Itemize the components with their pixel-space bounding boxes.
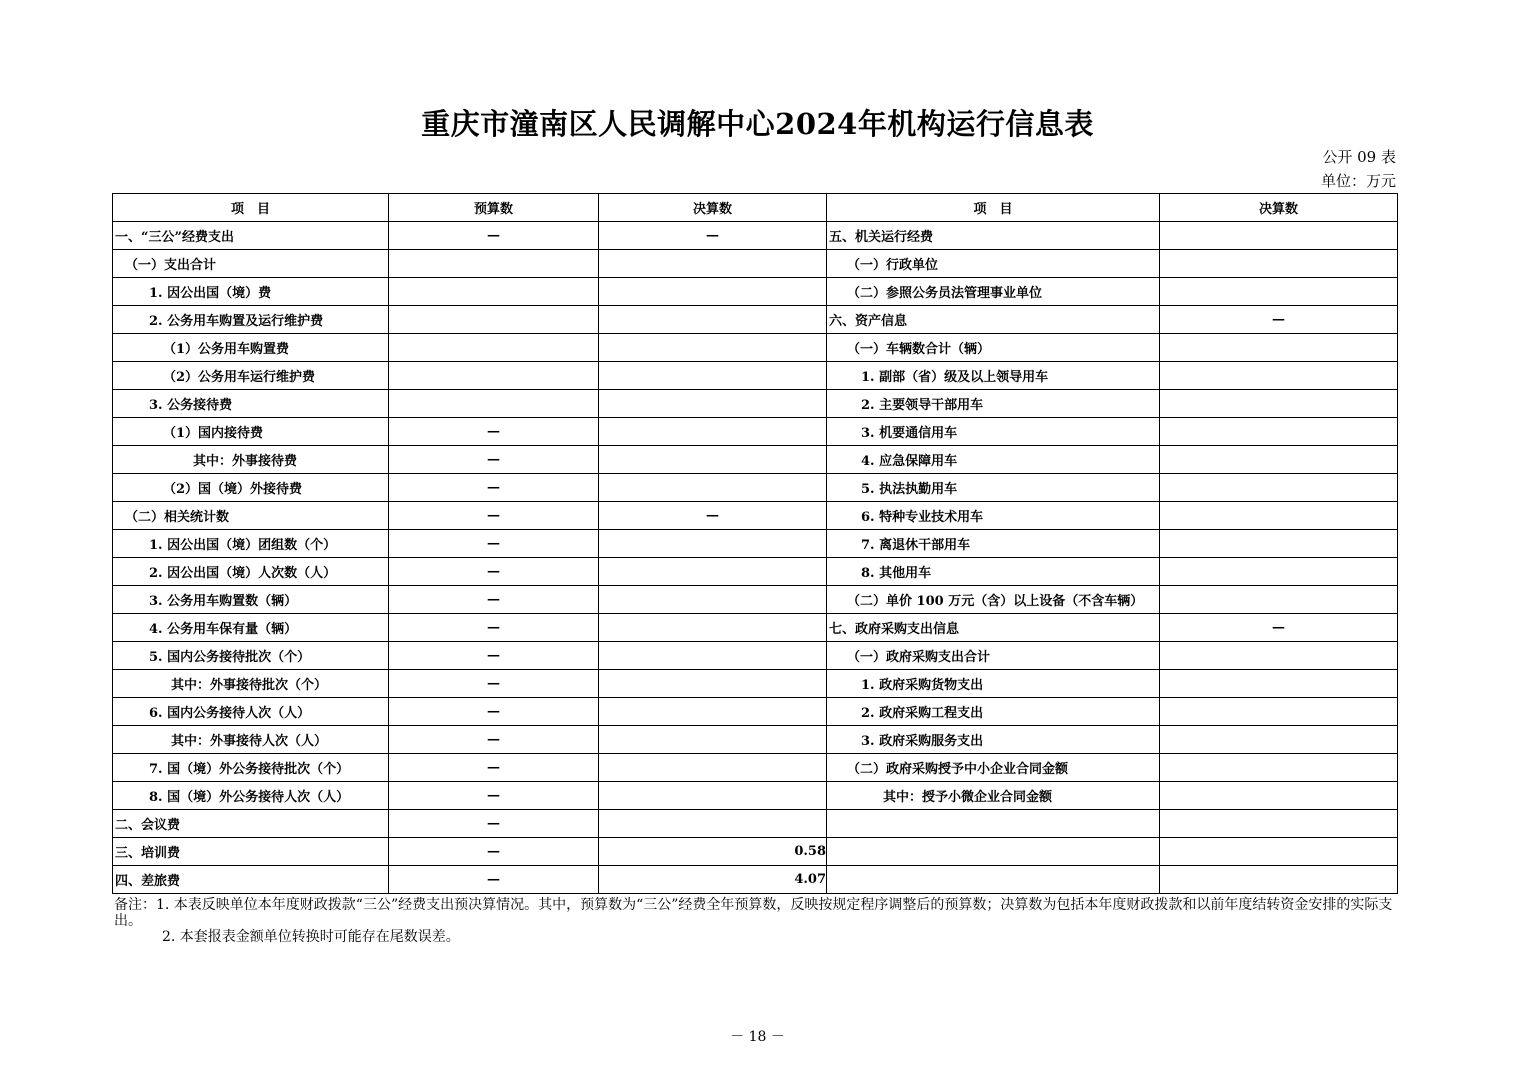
table-row xyxy=(113,362,1398,390)
row-item-left: 其中：外事接待人次（人） xyxy=(113,726,389,754)
row-item-left: 1. 因公出国（境）团组数（个） xyxy=(113,530,389,558)
row-budget: — xyxy=(389,446,599,474)
row-final-right xyxy=(1160,838,1398,866)
table-row xyxy=(113,390,1398,418)
row-budget: — xyxy=(389,530,599,558)
row-final xyxy=(599,306,827,334)
row-item-right: 3. 政府采购服务支出 xyxy=(827,726,1160,754)
table-body xyxy=(113,222,1398,894)
row-final-right xyxy=(1160,670,1398,698)
row-final: 4.07 xyxy=(599,866,827,894)
row-item-right: 七、政府采购支出信息 xyxy=(827,614,1160,642)
row-final xyxy=(599,698,827,726)
row-item-right: 六、资产信息 xyxy=(827,306,1160,334)
row-item-right: （一）行政单位 xyxy=(827,250,1160,278)
row-budget: — xyxy=(389,866,599,894)
row-item-left: 3. 公务用车购置数（辆） xyxy=(113,586,389,614)
row-item-right: 5. 执法执勤用车 xyxy=(827,474,1160,502)
table-code: 公开 09 表 xyxy=(1322,148,1396,166)
table-row xyxy=(113,698,1398,726)
row-final xyxy=(599,810,827,838)
row-budget: — xyxy=(389,614,599,642)
row-item-right: （二）单价 100 万元（含）以上设备（不含车辆） xyxy=(827,586,1160,614)
row-final-right xyxy=(1160,810,1398,838)
row-item-right xyxy=(827,866,1160,894)
row-final xyxy=(599,782,827,810)
row-item-left: （2）国（境）外接待费 xyxy=(113,474,389,502)
note-1: 备注：1. 本表反映单位本年度财政拨款“三公”经费支出预决算情况。其中，预算数为“三公”经费全年预算数，反映按规定程序调整后的预算数；决算数为包括本年度财政拨款和以前年度结转资金安排的实际支出。 xyxy=(114,897,1393,929)
row-budget xyxy=(389,362,599,390)
row-item-left: 8. 国（境）外公务接待人次（人） xyxy=(113,782,389,810)
row-final xyxy=(599,362,827,390)
row-budget xyxy=(389,306,599,334)
row-item-right: 8. 其他用车 xyxy=(827,558,1160,586)
row-item-right: （二）参照公务员法管理事业单位 xyxy=(827,278,1160,306)
row-budget: — xyxy=(389,810,599,838)
row-final-right xyxy=(1160,474,1398,502)
row-item-left: 3. 公务接待费 xyxy=(113,390,389,418)
row-final xyxy=(599,446,827,474)
row-final-right xyxy=(1160,222,1398,250)
table-row xyxy=(113,530,1398,558)
row-item-right xyxy=(827,810,1160,838)
header-final: 决算数 xyxy=(599,194,827,222)
operation-info-table xyxy=(112,193,1398,894)
row-final-right xyxy=(1160,390,1398,418)
row-item-left: 4. 公务用车保有量（辆） xyxy=(113,614,389,642)
row-item-left: 二、会议费 xyxy=(113,810,389,838)
row-final xyxy=(599,754,827,782)
table-row xyxy=(113,418,1398,446)
row-final: — xyxy=(599,502,827,530)
row-final xyxy=(599,726,827,754)
row-item-right xyxy=(827,838,1160,866)
row-final xyxy=(599,558,827,586)
row-final-right xyxy=(1160,586,1398,614)
row-item-left: 其中：外事接待费 xyxy=(113,446,389,474)
row-final xyxy=(599,250,827,278)
table-row xyxy=(113,250,1398,278)
row-final xyxy=(599,586,827,614)
row-final xyxy=(599,474,827,502)
row-item-left: （1）公务用车购置费 xyxy=(113,334,389,362)
header-final-right: 决算数 xyxy=(1160,194,1398,222)
row-item-right: 6. 特种专业技术用车 xyxy=(827,502,1160,530)
row-item-right: 其中：授予小微企业合同金额 xyxy=(827,782,1160,810)
table-row xyxy=(113,474,1398,502)
row-final-right xyxy=(1160,250,1398,278)
row-final-right: — xyxy=(1160,306,1398,334)
row-item-right: （一）政府采购支出合计 xyxy=(827,642,1160,670)
row-item-left: （一）支出合计 xyxy=(113,250,389,278)
row-item-left: 1. 因公出国（境）费 xyxy=(113,278,389,306)
table-row xyxy=(113,782,1398,810)
row-final-right xyxy=(1160,782,1398,810)
row-budget: — xyxy=(389,754,599,782)
row-budget xyxy=(389,334,599,362)
row-budget: — xyxy=(389,782,599,810)
table-row xyxy=(113,306,1398,334)
row-item-right: 4. 应急保障用车 xyxy=(827,446,1160,474)
row-final xyxy=(599,530,827,558)
unit-label: 单位：万元 xyxy=(1320,172,1396,190)
table-row xyxy=(113,278,1398,306)
row-final xyxy=(599,418,827,446)
row-final-right xyxy=(1160,446,1398,474)
table-row xyxy=(113,446,1398,474)
row-budget: — xyxy=(389,838,599,866)
row-item-right: 7. 离退休干部用车 xyxy=(827,530,1160,558)
table-row xyxy=(113,838,1398,866)
page-number: － 18 － xyxy=(730,1029,785,1045)
row-budget xyxy=(389,390,599,418)
row-item-left: （二）相关统计数 xyxy=(113,502,389,530)
table-row xyxy=(113,334,1398,362)
row-final xyxy=(599,390,827,418)
row-item-left: 三、培训费 xyxy=(113,838,389,866)
row-item-left: 四、差旅费 xyxy=(113,866,389,894)
row-budget xyxy=(389,250,599,278)
row-final-right xyxy=(1160,418,1398,446)
row-final: — xyxy=(599,222,827,250)
page-title: 重庆市潼南区人民调解中心2024年机构运行信息表 xyxy=(421,107,1094,141)
row-final-right xyxy=(1160,698,1398,726)
table-header-row xyxy=(113,194,1398,222)
row-budget: — xyxy=(389,670,599,698)
row-final xyxy=(599,670,827,698)
row-budget: — xyxy=(389,502,599,530)
row-item-left: 一、“三公”经费支出 xyxy=(113,222,389,250)
table-row xyxy=(113,754,1398,782)
note-2: 2. 本套报表金额单位转换时可能存在尾数误差。 xyxy=(162,929,460,945)
table-row xyxy=(113,614,1398,642)
row-item-right: 3. 机要通信用车 xyxy=(827,418,1160,446)
row-item-right: （一）车辆数合计（辆） xyxy=(827,334,1160,362)
table-row xyxy=(113,586,1398,614)
row-item-left: 其中：外事接待批次（个） xyxy=(113,670,389,698)
row-final xyxy=(599,642,827,670)
row-item-left: 6. 国内公务接待人次（人） xyxy=(113,698,389,726)
row-final xyxy=(599,614,827,642)
notes xyxy=(114,897,1399,945)
table-row xyxy=(113,222,1398,250)
row-budget: — xyxy=(389,586,599,614)
row-final-right xyxy=(1160,278,1398,306)
table-row xyxy=(113,726,1398,754)
row-final-right xyxy=(1160,726,1398,754)
header-item-right: 项 目 xyxy=(827,194,1160,222)
row-final-right xyxy=(1160,558,1398,586)
row-item-right: 五、机关运行经费 xyxy=(827,222,1160,250)
row-item-left: 5. 国内公务接待批次（个） xyxy=(113,642,389,670)
row-final-right xyxy=(1160,502,1398,530)
row-budget: — xyxy=(389,642,599,670)
row-budget: — xyxy=(389,222,599,250)
table-row xyxy=(113,670,1398,698)
row-item-right: 2. 主要领导干部用车 xyxy=(827,390,1160,418)
row-item-left: 2. 因公出国（境）人次数（人） xyxy=(113,558,389,586)
row-final-right: — xyxy=(1160,614,1398,642)
table-row xyxy=(113,558,1398,586)
row-item-left: （1）国内接待费 xyxy=(113,418,389,446)
row-final xyxy=(599,278,827,306)
row-item-right: 2. 政府采购工程支出 xyxy=(827,698,1160,726)
header-item: 项 目 xyxy=(113,194,389,222)
row-item-right: 1. 政府采购货物支出 xyxy=(827,670,1160,698)
row-item-left: 7. 国（境）外公务接待批次（个） xyxy=(113,754,389,782)
table-row xyxy=(113,502,1398,530)
table-row xyxy=(113,866,1398,894)
table-row xyxy=(113,810,1398,838)
row-final: 0.58 xyxy=(599,838,827,866)
row-final-right xyxy=(1160,530,1398,558)
row-final-right xyxy=(1160,334,1398,362)
row-item-right: 1. 副部（省）级及以上领导用车 xyxy=(827,362,1160,390)
row-budget: — xyxy=(389,418,599,446)
header-budget: 预算数 xyxy=(389,194,599,222)
row-final-right xyxy=(1160,642,1398,670)
row-final-right xyxy=(1160,754,1398,782)
row-item-right: （二）政府采购授予中小企业合同金额 xyxy=(827,754,1160,782)
row-item-left: （2）公务用车运行维护费 xyxy=(113,362,389,390)
row-budget xyxy=(389,278,599,306)
table-row xyxy=(113,642,1398,670)
row-budget: — xyxy=(389,474,599,502)
row-final xyxy=(599,334,827,362)
row-final-right xyxy=(1160,866,1398,894)
row-budget: — xyxy=(389,726,599,754)
row-final-right xyxy=(1160,362,1398,390)
row-budget: — xyxy=(389,558,599,586)
row-item-left: 2. 公务用车购置及运行维护费 xyxy=(113,306,389,334)
row-budget: — xyxy=(389,698,599,726)
